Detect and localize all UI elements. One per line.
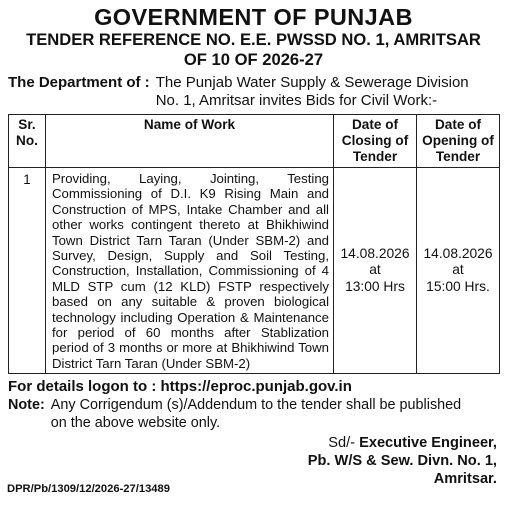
- note-text: [51, 397, 461, 432]
- header-opening-line2: Opening of: [422, 133, 494, 148]
- opening-at: at: [452, 262, 464, 278]
- header-closing-line3: Tender: [352, 149, 398, 164]
- header-closing-date: [334, 115, 417, 168]
- signature-division: Pb. W/S & Sew. Divn. No. 1,: [307, 453, 497, 470]
- page-title: GOVERNMENT OF PUNJAB: [94, 4, 413, 30]
- note-text-line1: Any Corrigendum (s)/Addendum to the tender shall be published: [50, 397, 462, 414]
- row-opening-date: [417, 168, 500, 374]
- closing-at: at: [369, 262, 381, 278]
- note-text-line2: on the above website only.: [50, 414, 221, 431]
- signature-place: Amritsar.: [433, 471, 497, 488]
- header-opening-date: [417, 115, 500, 168]
- table-header-row: [9, 115, 500, 168]
- header-opening-line1: Date of: [434, 117, 482, 132]
- department-label: The Department of :: [8, 74, 150, 91]
- tender-reference: [8, 30, 499, 70]
- signature-line1: [8, 434, 497, 452]
- header-opening-line3: Tender: [435, 149, 481, 164]
- tender-reference-line1: TENDER REFERENCE NO. E.E. PWSSD NO. 1, AMRITSAR: [26, 30, 481, 49]
- header-sr-line1: Sr.: [18, 117, 36, 132]
- dpr-number: DPR/Pb/1309/12/2026-27/13489: [7, 483, 170, 495]
- opening-time-value: 15:00 Hrs.: [426, 278, 490, 294]
- department-text: [150, 74, 469, 110]
- table-row: [9, 168, 500, 374]
- header-name-of-work: Name of Work: [46, 115, 334, 168]
- department-statement: [8, 74, 499, 110]
- department-text-line2: No. 1, Amritsar invites Bids for Civil Work:-: [155, 92, 438, 109]
- closing-time-value: 13:00 Hrs: [345, 278, 405, 294]
- details-link-line: For details logon to : https://eproc.punjab.gov.in: [8, 378, 352, 396]
- row-sr-no: 1: [9, 168, 46, 374]
- note: [8, 397, 499, 432]
- signature-prefix: Sd/-: [328, 435, 360, 452]
- header-closing-line1: Date of: [351, 117, 399, 132]
- opening-date-value: 14.08.2026: [423, 245, 493, 261]
- header-sr-line2: No.: [16, 133, 38, 148]
- row-name-of-work: Providing, Laying, Jointing, Testing Commissioning of D.I. K9 Rising Main and Construction of MPS, Intake Chamber and all other works contingent thereto at Bhikhiwind Town District Tarn Taran (Under SBM-2) and Survey, Design, Supply and Soil Testing, Construction, Installation, Commissioning of 4 MLD STP cum (12 KLD) FSTP respectively based on any suitable & proven biological technology including Operation & Maintenance for period of 60 months after Stablization period of 3 months or more at Bhikhiwind Town District Tarn Taran (Under SBM-2): [46, 168, 334, 374]
- tender-table: [8, 114, 500, 374]
- signature-designation: Executive Engineer,: [359, 435, 497, 452]
- signature-line2: [8, 452, 497, 470]
- signature-block: [8, 434, 499, 488]
- header-sr-no: [9, 115, 46, 168]
- department-text-line1: The Punjab Water Supply & Sewerage Division: [155, 74, 469, 91]
- header-closing-line2: Closing of: [341, 133, 409, 148]
- closing-date-value: 14.08.2026: [340, 245, 410, 261]
- tender-reference-line2: OF 10 OF 2026-27: [183, 50, 324, 69]
- note-label: Note:: [8, 397, 45, 414]
- row-closing-date: [334, 168, 417, 374]
